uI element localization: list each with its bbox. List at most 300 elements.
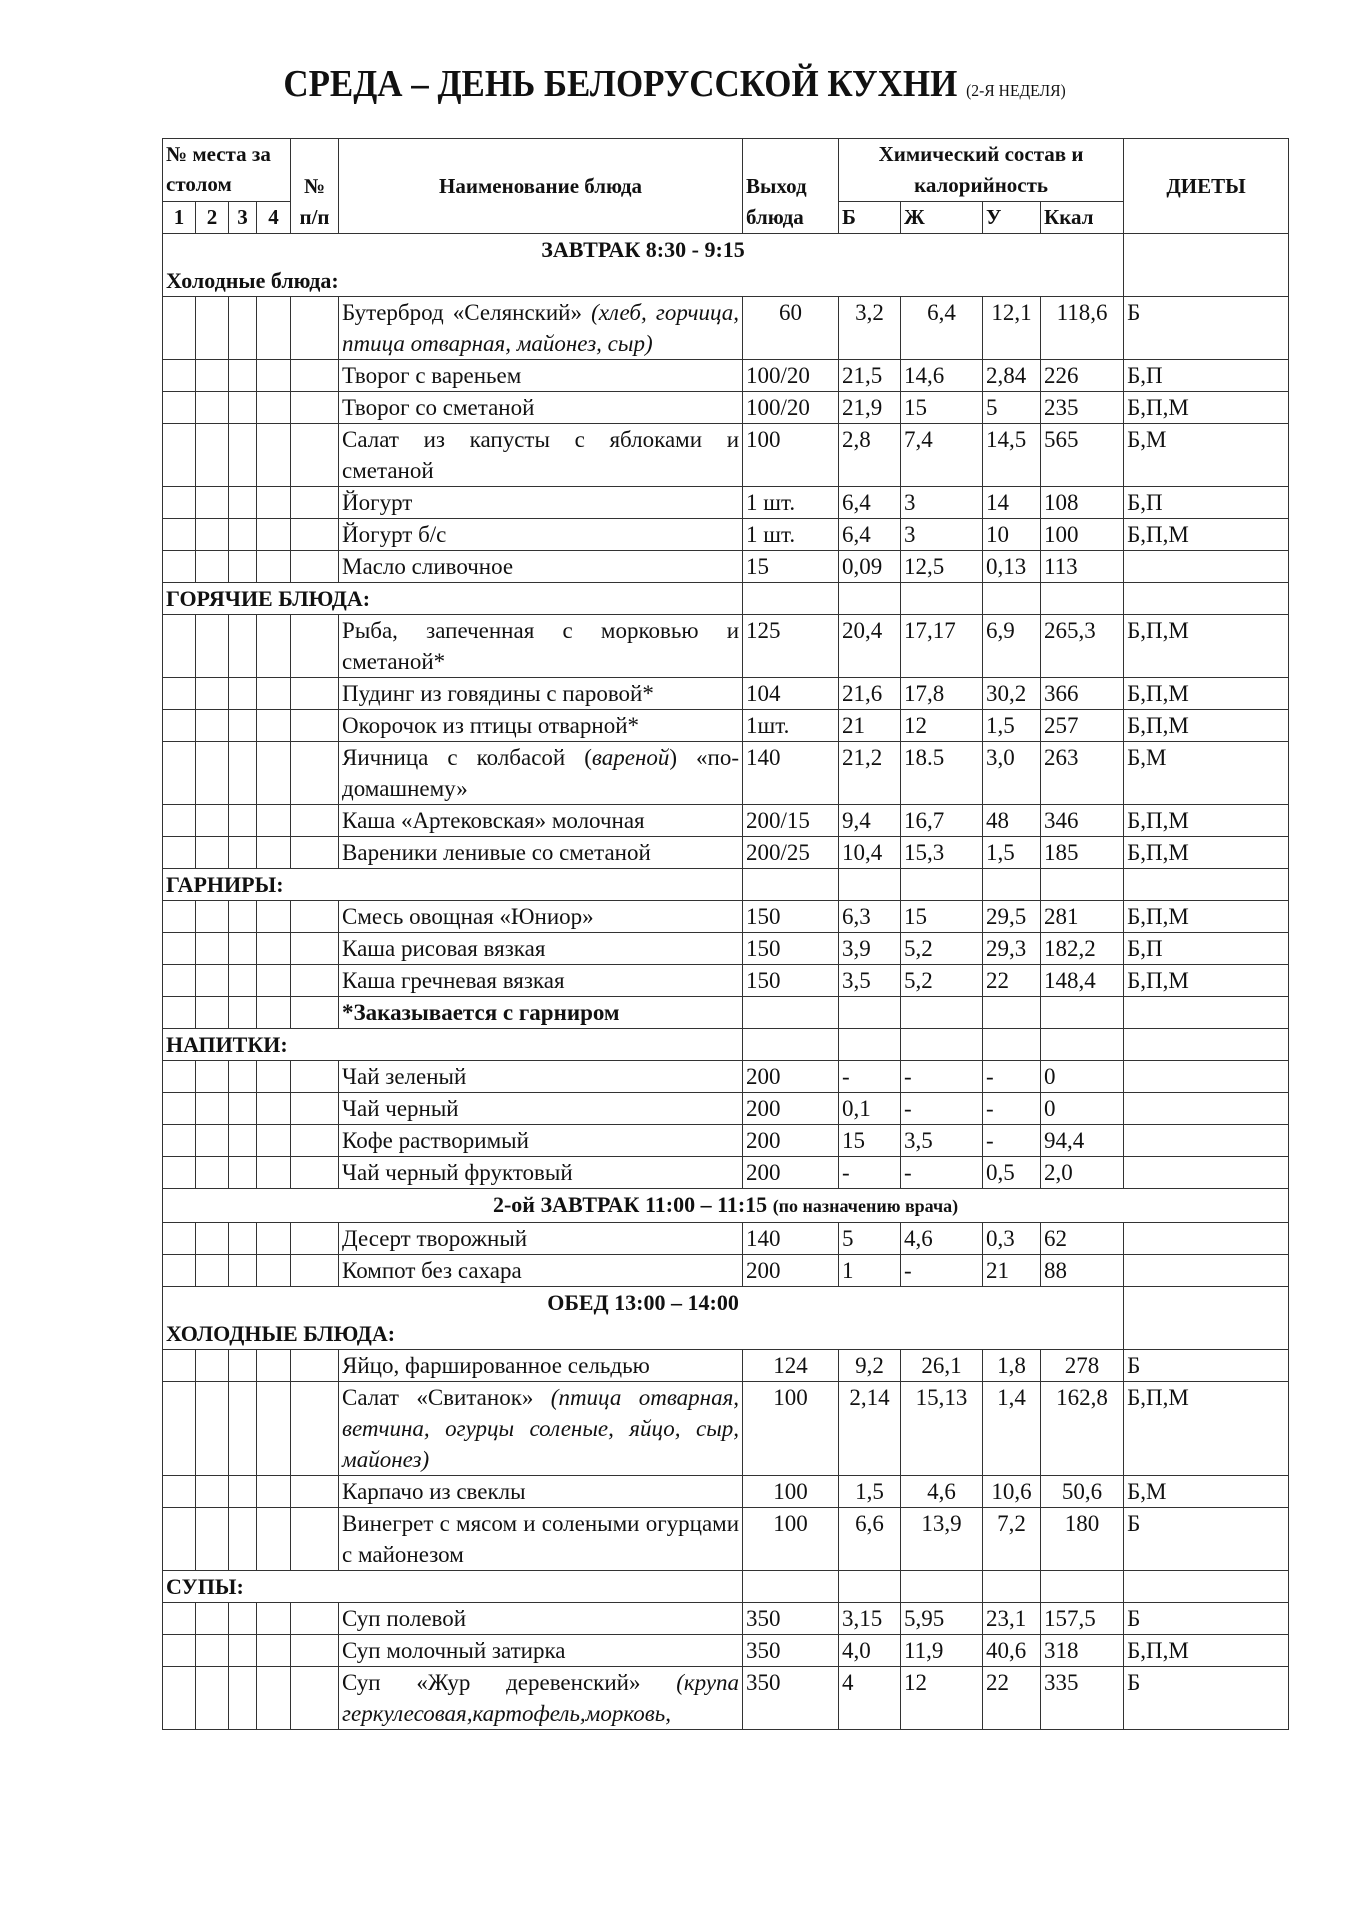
seat-cell (291, 1255, 339, 1287)
dish-diet: Б,П (1124, 360, 1289, 392)
seat-cell (196, 965, 229, 997)
seat-cell (291, 424, 339, 487)
seat-cell (291, 1382, 339, 1476)
dish-name (339, 901, 743, 933)
header-num: № п/п (291, 139, 339, 234)
seat-cell (291, 805, 339, 837)
empty-cell (743, 583, 839, 615)
category-label: ГАРНИРЫ: (163, 869, 743, 901)
empty-cell (983, 1571, 1041, 1603)
dish-protein: 2,8 (839, 424, 901, 487)
seat-cell (257, 519, 291, 551)
dish-protein: 21,5 (839, 360, 901, 392)
seat-cell (257, 392, 291, 424)
dish-diet: Б (1124, 1603, 1289, 1635)
dish-name-text-2: ) «по-домашнему» (342, 745, 740, 801)
dish-kcal: 118,6 (1041, 297, 1124, 360)
seat-cell (196, 1223, 229, 1255)
empty-cell (1041, 1029, 1124, 1061)
dish-diet: Б,П (1124, 487, 1289, 519)
dish-name-text: Салат «Свитанок» (342, 1385, 534, 1410)
seat-cell (257, 615, 291, 678)
dish-protein: 21 (839, 710, 901, 742)
dish-kcal: 113 (1041, 551, 1124, 583)
dish-carbs: 29,3 (983, 933, 1041, 965)
dish-yield: 140 (743, 1223, 839, 1255)
meal-row (163, 234, 1289, 297)
dish-name-text: Вареники ленивые со сметаной (342, 840, 651, 865)
dish-diet: Б,П,М (1124, 392, 1289, 424)
dish-diet: Б (1124, 1508, 1289, 1571)
dish-yield: 150 (743, 965, 839, 997)
seat-cell (229, 901, 257, 933)
seat-cell (291, 678, 339, 710)
empty-cell (1041, 583, 1124, 615)
seat-cell (291, 487, 339, 519)
seat-cell (163, 1223, 196, 1255)
seat-cell (196, 1635, 229, 1667)
empty-cell (983, 1029, 1041, 1061)
dish-name (339, 1508, 743, 1571)
dish-row (163, 805, 1289, 837)
dish-name-text: Суп молочный затирка (342, 1638, 566, 1663)
seat-cell (291, 837, 339, 869)
dish-diet (1124, 1157, 1289, 1189)
dish-fat: 5,2 (901, 933, 983, 965)
dish-fat: 3 (901, 487, 983, 519)
seat-cell (163, 360, 196, 392)
dish-carbs: 1,5 (983, 710, 1041, 742)
dish-name (339, 965, 743, 997)
header-carbs: У (983, 202, 1041, 234)
dish-name-text: Яичница с колбасой ( (342, 745, 592, 770)
dish-carbs: 22 (983, 965, 1041, 997)
dish-name (339, 933, 743, 965)
dish-diet: Б,П,М (1124, 837, 1289, 869)
dish-carbs: 30,2 (983, 678, 1041, 710)
empty-cell (839, 869, 901, 901)
dish-fat: 15 (901, 901, 983, 933)
dish-fat: 6,4 (901, 297, 983, 360)
dish-fat: 17,8 (901, 678, 983, 710)
dish-name (339, 487, 743, 519)
seat-cell (291, 392, 339, 424)
empty-cell (839, 1029, 901, 1061)
seat-cell (257, 1093, 291, 1125)
dish-protein: 10,4 (839, 837, 901, 869)
dish-yield: 350 (743, 1603, 839, 1635)
seat-cell (229, 360, 257, 392)
dish-protein: 4 (839, 1667, 901, 1730)
seat-cell (163, 933, 196, 965)
dish-diet: Б,П,М (1124, 615, 1289, 678)
dish-carbs: 2,84 (983, 360, 1041, 392)
dish-protein: 21,9 (839, 392, 901, 424)
dish-fat: 14,6 (901, 360, 983, 392)
dish-diet (1124, 1255, 1289, 1287)
dish-name-text: Каша рисовая вязкая (342, 936, 546, 961)
dish-yield: 200 (743, 1255, 839, 1287)
empty-cell (1041, 1571, 1124, 1603)
empty-cell (839, 1571, 901, 1603)
seat-cell (196, 297, 229, 360)
category-label: СУПЫ: (163, 1571, 743, 1603)
empty-cell (1041, 869, 1124, 901)
seat-cell (229, 1667, 257, 1730)
seat-cell (257, 1508, 291, 1571)
dish-name (339, 1061, 743, 1093)
dish-carbs: 1,5 (983, 837, 1041, 869)
dish-row (163, 710, 1289, 742)
seat-cell (163, 710, 196, 742)
header-dish: Наименование блюда (339, 139, 743, 234)
dish-kcal: 265,3 (1041, 615, 1124, 678)
seat-cell (163, 965, 196, 997)
garnish-note: *Заказывается с гарниром (339, 997, 743, 1029)
empty-cell (743, 869, 839, 901)
seat-cell (229, 1157, 257, 1189)
seat-cell (163, 551, 196, 583)
dish-carbs: 7,2 (983, 1508, 1041, 1571)
dish-name-text: Десерт творожный (342, 1226, 528, 1251)
dish-yield: 100 (743, 424, 839, 487)
seat-cell (196, 424, 229, 487)
seat-cell (229, 1093, 257, 1125)
seat-cell (196, 1603, 229, 1635)
seat-cell (229, 678, 257, 710)
dish-name-text: Компот без сахара (342, 1258, 522, 1283)
seat-cell (163, 1508, 196, 1571)
seat-cell (196, 710, 229, 742)
dish-kcal: 88 (1041, 1255, 1124, 1287)
seat-cell (163, 615, 196, 678)
dish-diet (1124, 1223, 1289, 1255)
header-diets: ДИЕТЫ (1124, 139, 1289, 234)
seat-cell (196, 392, 229, 424)
dish-fat: - (901, 1061, 983, 1093)
seat-cell (257, 297, 291, 360)
dish-carbs: 29,5 (983, 901, 1041, 933)
dish-protein: 15 (839, 1125, 901, 1157)
seat-cell (229, 1223, 257, 1255)
seat-cell (291, 965, 339, 997)
dish-fat: - (901, 1093, 983, 1125)
dish-name (339, 1476, 743, 1508)
dish-protein: 0,1 (839, 1093, 901, 1125)
dish-fat: - (901, 1255, 983, 1287)
seat-cell (257, 1350, 291, 1382)
dish-name-text: Смесь овощная «Юниор» (342, 904, 594, 929)
dish-kcal: 565 (1041, 424, 1124, 487)
dish-diet (1124, 1125, 1289, 1157)
category-row (163, 583, 1289, 615)
seat-cell (257, 805, 291, 837)
dish-name-text: Творог со сметаной (342, 395, 535, 420)
seat-cell (229, 1061, 257, 1093)
seat-cell (291, 1476, 339, 1508)
seat-cell (257, 1635, 291, 1667)
header-seat: № места за столом (163, 139, 291, 202)
dish-fat: 18.5 (901, 742, 983, 805)
dish-protein: 6,3 (839, 901, 901, 933)
dish-name-text: Бутерброд «Селянский» (342, 300, 582, 325)
meal-title-text: ОБЕД 13:00 – 14:00 (547, 1290, 739, 1315)
dish-name-text: Чай черный фруктовый (342, 1160, 573, 1185)
dish-name (339, 1603, 743, 1635)
dish-carbs: 40,6 (983, 1635, 1041, 1667)
dish-protein: 9,2 (839, 1350, 901, 1382)
seat-cell (257, 710, 291, 742)
empty-cell (901, 1571, 983, 1603)
dish-row (163, 297, 1289, 360)
dish-row (163, 1125, 1289, 1157)
seat-cell (196, 1255, 229, 1287)
dish-yield: 104 (743, 678, 839, 710)
dish-carbs: - (983, 1125, 1041, 1157)
seat-cell (291, 1125, 339, 1157)
dish-kcal: 226 (1041, 360, 1124, 392)
seat-cell (196, 1350, 229, 1382)
seat-cell (257, 1125, 291, 1157)
seat-cell (163, 487, 196, 519)
dish-row (163, 933, 1289, 965)
seat-cell (163, 1476, 196, 1508)
dish-ingredients: (птица отварная, ветчина, огурцы соленые, яйцо, сыр, майонез) (342, 1385, 740, 1472)
seat-cell (291, 551, 339, 583)
dish-row (163, 1255, 1289, 1287)
dish-name-text: Суп «Жур деревенский» (342, 1670, 641, 1695)
dish-kcal: 185 (1041, 837, 1124, 869)
dish-fat: 11,9 (901, 1635, 983, 1667)
seat-cell (163, 1157, 196, 1189)
seat-cell (163, 1093, 196, 1125)
dish-protein: 20,4 (839, 615, 901, 678)
dish-kcal: 157,5 (1041, 1603, 1124, 1635)
seat-cell (229, 297, 257, 360)
dish-fat: 4,6 (901, 1476, 983, 1508)
dish-yield: 200/15 (743, 805, 839, 837)
meal-header (163, 1287, 1124, 1350)
dish-name (339, 1667, 743, 1730)
category-label: ХОЛОДНЫЕ БЛЮДА: (166, 1321, 396, 1346)
dish-diet: Б,П,М (1124, 710, 1289, 742)
seat-cell (229, 1382, 257, 1476)
dish-name-text: Винегрет с мясом и солеными огурцами с майонезом (342, 1511, 740, 1567)
seat-cell (196, 901, 229, 933)
meal-header (163, 1189, 1289, 1223)
seat-cell (196, 519, 229, 551)
seat-cell (291, 1667, 339, 1730)
dish-name-text: Йогурт (342, 490, 413, 515)
seat-cell (257, 837, 291, 869)
dish-carbs: 5 (983, 392, 1041, 424)
seat-cell (291, 933, 339, 965)
diet-cell (1124, 234, 1289, 297)
dish-fat: 3,5 (901, 1125, 983, 1157)
dish-name-text: Чай черный (342, 1096, 459, 1121)
seat-cell (196, 933, 229, 965)
dish-carbs: 10,6 (983, 1476, 1041, 1508)
empty-cell (983, 869, 1041, 901)
dish-yield: 1 шт. (743, 487, 839, 519)
seat-cell (291, 1093, 339, 1125)
seat-cell (291, 1603, 339, 1635)
seat-cell (257, 1061, 291, 1093)
seat-cell (291, 1061, 339, 1093)
seat-cell (196, 487, 229, 519)
meal-title (166, 1189, 1285, 1222)
header-seat-1: 1 (163, 202, 196, 234)
seat-cell (163, 1061, 196, 1093)
dish-fat: 4,6 (901, 1223, 983, 1255)
dish-row (163, 1635, 1289, 1667)
dish-protein: 5 (839, 1223, 901, 1255)
header-chem: Химический состав и калорийность (839, 139, 1124, 202)
empty-cell (901, 583, 983, 615)
seat-cell (229, 1255, 257, 1287)
seat-cell (291, 1223, 339, 1255)
seat-cell (163, 1603, 196, 1635)
seat-cell (229, 742, 257, 805)
dish-fat: 5,95 (901, 1603, 983, 1635)
empty-cell (901, 997, 983, 1029)
dish-name (339, 805, 743, 837)
empty-cell (839, 997, 901, 1029)
dish-yield: 200/25 (743, 837, 839, 869)
dish-name-text: Йогурт б/с (342, 522, 447, 547)
seat-cell (163, 901, 196, 933)
meal-title (166, 1287, 1120, 1318)
empty-cell (1124, 583, 1289, 615)
note-row (163, 997, 1289, 1029)
seat-cell (163, 805, 196, 837)
dish-name (339, 615, 743, 678)
seat-cell (196, 1157, 229, 1189)
header-seat-4: 4 (257, 202, 291, 234)
dish-yield: 200 (743, 1157, 839, 1189)
dish-carbs: 3,0 (983, 742, 1041, 805)
dish-diet: Б,П,М (1124, 805, 1289, 837)
dish-diet: Б,П (1124, 933, 1289, 965)
empty-cell (901, 1029, 983, 1061)
seat-cell (257, 678, 291, 710)
dish-carbs: 0,13 (983, 551, 1041, 583)
dish-fat: 16,7 (901, 805, 983, 837)
dish-name (339, 1350, 743, 1382)
dish-name-text: Каша «Артековская» молочная (342, 808, 645, 833)
dish-row (163, 1667, 1289, 1730)
dish-diet: Б (1124, 297, 1289, 360)
dish-carbs: 14 (983, 487, 1041, 519)
dish-name (339, 742, 743, 805)
seat-cell (291, 1157, 339, 1189)
dish-protein: 6,6 (839, 1508, 901, 1571)
empty-cell (743, 997, 839, 1029)
dish-name (339, 1223, 743, 1255)
seat-cell (163, 1635, 196, 1667)
dish-diet: Б,П,М (1124, 678, 1289, 710)
dish-row (163, 742, 1289, 805)
dish-protein: 3,9 (839, 933, 901, 965)
dish-ingredients: (хлеб, горчица, птица отварная, майонез, сыр) (342, 300, 740, 356)
seat-cell (163, 1255, 196, 1287)
seat-cell (196, 742, 229, 805)
meal-title (166, 234, 1120, 265)
seat-cell (229, 1350, 257, 1382)
dish-carbs: 10 (983, 519, 1041, 551)
dish-diet (1124, 1093, 1289, 1125)
seat-cell (229, 965, 257, 997)
empty-cell (1124, 997, 1289, 1029)
dish-fat: - (901, 1157, 983, 1189)
dish-carbs: 48 (983, 805, 1041, 837)
empty-cell (1041, 997, 1124, 1029)
seat-cell (196, 1382, 229, 1476)
seat-cell (229, 710, 257, 742)
dish-protein: 1,5 (839, 1476, 901, 1508)
page-title-main: СРЕДА – ДЕНЬ БЕЛОРУССКОЙ КУХНИ (283, 63, 958, 105)
dish-fat: 15,13 (901, 1382, 983, 1476)
dish-carbs: 1,4 (983, 1382, 1041, 1476)
category-row (163, 869, 1289, 901)
dish-yield: 150 (743, 933, 839, 965)
dish-name (339, 1093, 743, 1125)
dish-fat: 26,1 (901, 1350, 983, 1382)
dish-name (339, 678, 743, 710)
dish-fat: 12,5 (901, 551, 983, 583)
dish-protein: 4,0 (839, 1635, 901, 1667)
dish-name (339, 837, 743, 869)
dish-name (339, 1125, 743, 1157)
seat-cell (163, 837, 196, 869)
seat-cell (229, 424, 257, 487)
header-row (163, 139, 1289, 202)
dish-protein: 3,15 (839, 1603, 901, 1635)
seat-cell (196, 1476, 229, 1508)
header-seat-3: 3 (229, 202, 257, 234)
seat-cell (163, 997, 196, 1029)
seat-cell (196, 1093, 229, 1125)
dish-diet: Б,П,М (1124, 965, 1289, 997)
dish-name-text: Масло сливочное (342, 554, 514, 579)
seat-cell (196, 615, 229, 678)
meal-row (163, 1287, 1289, 1350)
dish-fat: 15 (901, 392, 983, 424)
dish-protein: - (839, 1061, 901, 1093)
dish-kcal: 318 (1041, 1635, 1124, 1667)
dish-carbs: 6,9 (983, 615, 1041, 678)
meal-row (163, 1189, 1289, 1223)
seat-cell (163, 392, 196, 424)
dish-protein: 0,09 (839, 551, 901, 583)
seat-cell (196, 1125, 229, 1157)
dish-diet: Б,М (1124, 742, 1289, 805)
seat-cell (229, 392, 257, 424)
empty-cell (743, 1571, 839, 1603)
dish-kcal: 281 (1041, 901, 1124, 933)
dish-kcal: 94,4 (1041, 1125, 1124, 1157)
dish-name (339, 551, 743, 583)
category-row (163, 1571, 1289, 1603)
header-yield: Выход блюда (743, 139, 839, 234)
dish-carbs: 22 (983, 1667, 1041, 1730)
dish-kcal: 366 (1041, 678, 1124, 710)
dish-row (163, 424, 1289, 487)
seat-cell (257, 933, 291, 965)
dish-name-text: Яйцо, фаршированное сельдью (342, 1353, 650, 1378)
seat-cell (163, 1350, 196, 1382)
seat-cell (196, 997, 229, 1029)
